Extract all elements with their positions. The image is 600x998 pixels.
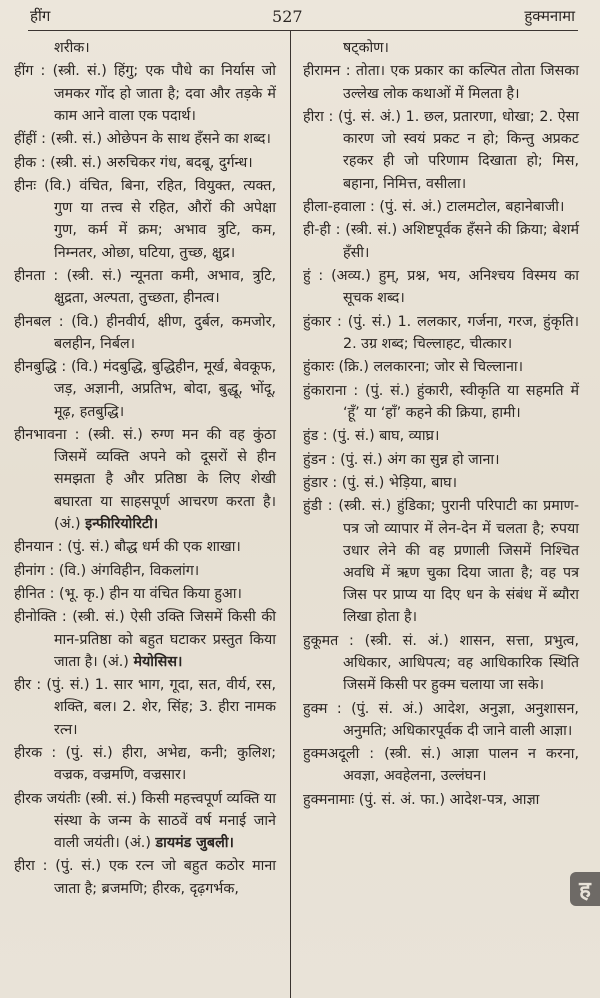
definition: (पुं. सं. अं.) 1. छल, प्रतारणा, धोखा; 2. ऐसा कारण जो स्वयं प्रकट न हो; किन्तु अप्रकट रहकर ही जो परिणाम दिखाता हो; मिस, बहाना, निमित्त, वसीला। <box>333 108 579 192</box>
headword: हुक्मअदूली : <box>303 746 375 763</box>
definition: (वि.) वंचित, बिना, रहित, वियुक्त, त्यक्त, गुण या तत्त्व से रहित, औरों की अपेक्षा गुण, कर्म में क्रम; अभाव त्रुटि, कम, निम्नतर, ओछा, घटिया, तुच्छ, क्षुद्र। <box>36 177 276 261</box>
dictionary-entry <box>14 742 276 786</box>
definition: (पुं. सं.) हुंकारी, स्वीकृति या सहमति में ‘हूँ’ या ‘हाँ’ कहने की क्रिया, हामी। <box>343 382 579 421</box>
definition: (पुं. सं. अं. फा.) आदेश-पत्र, आज्ञा <box>354 791 540 808</box>
definition: (पुं. सं.) 1. ललकार, गर्जना, गरज, हुंकृति। 2. उग्र शब्द; चिल्लाहट, चीत्कार। <box>341 313 579 352</box>
right-entries <box>303 60 579 811</box>
dictionary-entry <box>303 106 579 195</box>
dictionary-entry <box>303 449 579 471</box>
headword: हीनता : <box>14 267 59 284</box>
dictionary-entry <box>14 536 276 558</box>
definition: (वि.) मंदबुद्धि, बुद्धिहीन, मूर्ख, बेवकूफ, जड़, अज्ञानी, अप्रतिभ, बोदा, बुद्धू, भोंदू, मूढ़, हतबुद्धि। <box>54 359 276 420</box>
headword: हीरक जयंतीः <box>14 790 81 807</box>
dictionary-entry <box>303 495 579 628</box>
headword: हीरा : <box>303 108 334 125</box>
right-guide-word: हुक्मनामा <box>524 7 575 25</box>
headword: हुंडी : <box>303 498 333 515</box>
dictionary-entry <box>303 196 579 218</box>
headword: हीनः <box>14 177 37 194</box>
dictionary-entry <box>14 560 276 582</box>
dictionary-entry <box>14 855 276 899</box>
left-guide-word: हींग <box>30 7 51 25</box>
headword: हीला-हवाला : <box>303 198 375 215</box>
dictionary-entry <box>303 311 579 355</box>
definition: (स्त्री. सं.) ओछेपन के साथ हँसने का शब्द। <box>45 131 271 148</box>
dictionary-entry <box>14 424 276 535</box>
definition: (पुं. सं.) 1. सार भाग, गूदा, सत, वीर्य, रस, शक्ति, बल। 2. शेर, सिंह; 3. हीरा नामक रत्न। <box>41 677 276 738</box>
definition: (पुं. सं.) भेड़िया, बाघ। <box>337 474 458 491</box>
dictionary-entry <box>14 128 276 150</box>
definition: (पुं. सं.) अंग का सुन्न हो जाना। <box>335 451 500 468</box>
dictionary-entry <box>303 265 579 309</box>
dictionary-entry <box>303 356 579 378</box>
headword: हीक : <box>14 154 46 171</box>
headword: हींहीं : <box>14 131 46 148</box>
definition: (स्त्री. सं.) न्यूनता कमी, अभाव, त्रुटि, क्षुद्रता, अल्पता, तुच्छता, हीनत्व। <box>54 267 276 307</box>
dictionary-entry <box>14 583 276 605</box>
headword: हीनित : <box>14 585 55 602</box>
headword: हीरामन : <box>303 63 351 80</box>
definition: (स्त्री. सं.) किसी महत्त्वपूर्ण व्यक्ति या संस्था के जन्म के साठवें वर्ष मनाई जाने वाली जयंती। (अं.) <box>54 790 276 851</box>
headword: ही-ही : <box>303 222 341 239</box>
headword: हीर : <box>14 677 42 694</box>
definition: तोता। एक प्रकार का कल्पित तोता जिसका उल्लेख लोक कथाओं में मिलता है। <box>343 63 579 102</box>
dictionary-entry <box>303 743 579 787</box>
headword: हुकूमत : <box>303 632 354 649</box>
headword: हीनबल : <box>14 313 64 330</box>
definition: (पुं. सं.) हीरा, अभेद्य, कनी; कुलिश; वज्रक, वज्रमणि, वज्रसार। <box>54 744 277 784</box>
column-divider <box>290 31 291 998</box>
headword: हुंकारः <box>303 359 335 376</box>
headword: हुंड : <box>303 428 328 445</box>
page-header <box>30 4 575 28</box>
dictionary-entry <box>14 175 276 264</box>
headword: हीनभावना : <box>14 426 80 443</box>
definition: (पुं. सं.) बाघ, व्याघ्र। <box>327 428 440 445</box>
headword: हीनांग : <box>14 562 55 579</box>
dictionary-entry <box>14 606 276 673</box>
dictionary-entry <box>303 219 579 263</box>
definition: (भू. कृ.) हीन या वंचित किया हुआ। <box>54 585 242 602</box>
dictionary-entry <box>303 698 579 742</box>
headword: हुंकार : <box>303 313 342 330</box>
dictionary-entry <box>303 789 579 811</box>
headword: हीरा : <box>14 858 48 875</box>
definition: (स्त्री. सं.) आज्ञा पालन न करना, अवज्ञा, अवहेलना, उल्लंघन। <box>343 746 579 785</box>
headword: हुंडन : <box>303 451 336 468</box>
left-column <box>14 37 276 901</box>
headword: हुक्मनामाः <box>303 791 355 808</box>
definition: (पुं. सं.) बौद्ध धर्म की एक शाखा। <box>62 539 241 556</box>
page-number: 527 <box>272 6 303 26</box>
definition: (क्रि.) ललकारना; जोर से चिल्लाना। <box>334 359 523 376</box>
headword: हीनयान : <box>14 539 63 556</box>
definition: (पुं. सं. अं.) आदेश, अनुज्ञा, अनुशासन, अनुमति; अधिकारपूर्वक दी जाने वाली आज्ञा। <box>341 700 579 739</box>
dictionary-entry <box>14 311 276 355</box>
headword: हीनोक्ति : <box>14 609 67 626</box>
headword: हीनबुद्धि : <box>14 359 67 376</box>
definition: (स्त्री. सं.) हुंडिका; पुरानी परिपाटी का प्रमाण-पत्र जो व्यापार में लेन-देन में चलता है; रुपया उधार लेने की वह प्रणाली जिसमें निश्चित अवधि में ऋण चुका दिया जाता है; वह पत्र जिस पर प्राप्य या दिए धन के संबंध में ब्यौरा लिखा होता है। <box>332 498 579 626</box>
dictionary-entry <box>14 788 276 855</box>
dictionary-entry <box>303 472 579 494</box>
dictionary-entry <box>14 152 276 174</box>
header-rule <box>28 30 578 31</box>
dictionary-entry <box>303 60 579 104</box>
headword: हींग : <box>14 63 46 80</box>
definition: (वि.) अंगविहीन, विकलांग। <box>54 562 200 579</box>
continuation-text: शरीक। <box>54 40 90 56</box>
definition: (स्त्री. सं. अं.) शासन, सत्ता, प्रभुत्व, अधिकार, आधिपत्य; वह आधिकारिक स्थिति जिसमें किसी पर हुक्म चलाया जा सके। <box>343 632 579 694</box>
headword: हुक्म : <box>303 700 342 717</box>
definition: (पुं. सं.) एक रत्न जो बहुत कठोर माना जाता है; ब्रजमणि; हीरक, दृढ़गर्भक, <box>47 858 276 897</box>
definition: (स्त्री. सं.) अरुचिकर गंध, बदबू, दुर्गन्ध। <box>45 154 253 171</box>
definition: (स्त्री. सं.) अशिष्टपूर्वक हँसने की क्रिया; बेशर्म हँसी। <box>340 222 579 261</box>
dictionary-entry <box>14 60 276 127</box>
dictionary-entry <box>14 265 276 309</box>
continuation-text: षट्कोण। <box>343 40 389 56</box>
dictionary-entry <box>303 380 579 424</box>
english-equivalent: इन्फीरियोरिटी। <box>85 515 159 532</box>
headword: हुंडार : <box>303 474 338 491</box>
left-entries <box>14 60 276 899</box>
definition: (अव्य.) हुम्, प्रश्न, भय, अनिश्चय विस्मय का सूचक शब्द। <box>323 267 579 307</box>
headword: हीरक : <box>14 744 57 761</box>
dictionary-entry <box>14 356 276 423</box>
definition: (वि.) हीनवीर्य, क्षीण, दुर्बल, कमजोर, बलहीन, निर्बल। <box>54 313 276 352</box>
english-equivalent: डायमंड जुबली। <box>155 834 234 851</box>
right-column <box>303 37 579 812</box>
headword: हुंकाराना : <box>303 382 359 399</box>
definition: (स्त्री. सं.) ऐसी उक्ति जिसमें किसी की मान-प्रतिष्ठा को बहुत घटाकर प्रस्तुत किया जाता है। (अं.) <box>54 609 277 670</box>
definition: (स्त्री. सं.) रुग्ण मन की वह कुंठा जिसमें व्यक्ति अपने को दूसरों से हीन समझता है और प्रतिष्ठा के लिए शेखी बघारता या साहसपूर्ण आचरण करता है। (अं.) <box>54 426 276 532</box>
dictionary-entry <box>14 674 276 741</box>
dictionary-entry <box>303 630 579 697</box>
dictionary-entry <box>303 425 579 447</box>
english-equivalent: मेयोसिस। <box>133 653 183 670</box>
thumb-index-tab[interactable]: ह <box>570 872 600 906</box>
headword: हुं : <box>303 267 324 284</box>
definition: (पुं. सं. अं.) टालमटोल, बहानेबाजी। <box>374 198 565 215</box>
definition: (स्त्री. सं.) हिंगु; एक पौधे का निर्यास जो जमकर गोंद हो जाता है; दवा और तड़के में काम आने वाला एक पदार्थ। <box>45 63 276 124</box>
